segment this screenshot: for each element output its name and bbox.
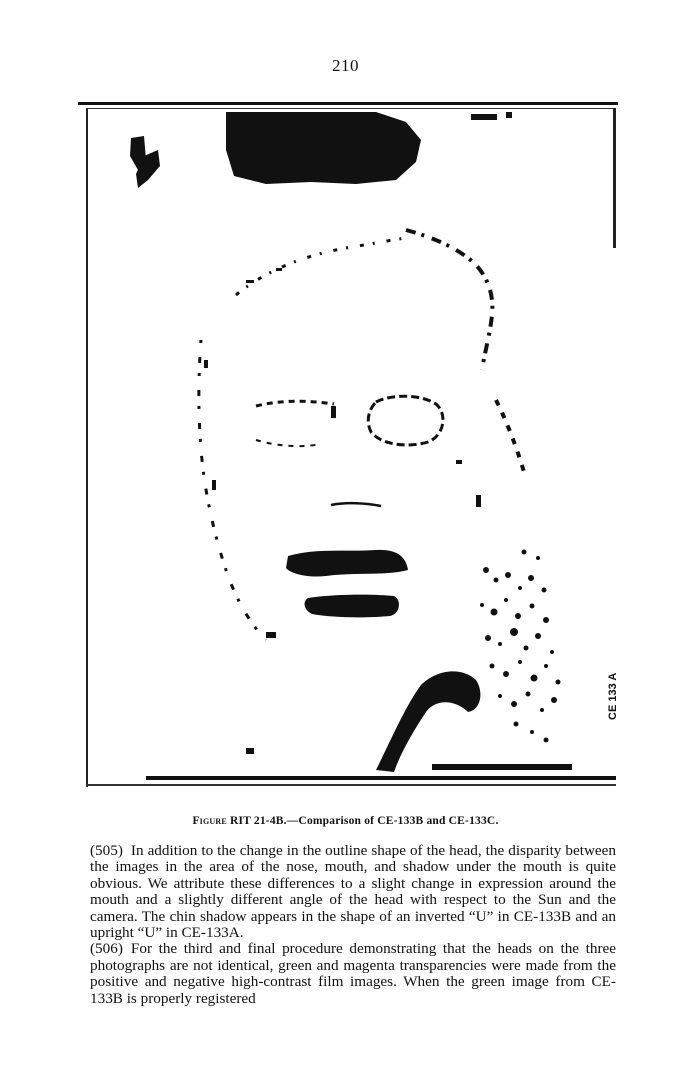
head-outline-right [406, 230, 492, 370]
chin-shadow-base [432, 764, 572, 770]
stubble-speckles [480, 550, 561, 743]
paragraph-505 [90, 843, 616, 941]
paragraph-text: In addition to the change in the outline shape of the head, the disparity between the images in the area of the nose, mouth, and shadow under the mouth is quite obvious. We attribute these differences to a slight change in expression around the mouth and a slightly different angle of the head with respect to the Sun and the camera. The chin shadow appears in the shape of an inverted “U” in CE-133B and an upright “U” in CE-133A. [90, 842, 616, 942]
paragraph-number: (506) [90, 940, 123, 958]
hair-fleck-top [471, 114, 497, 120]
hair-shadow [226, 112, 421, 184]
upper-lip [286, 550, 408, 577]
frame-bottom-line [146, 776, 616, 780]
left-eye-lower [256, 440, 321, 446]
page-number: 210 [332, 56, 359, 75]
chin-shadow [376, 671, 480, 772]
caption-label: Figure RIT 21-4B. [192, 815, 287, 827]
frame-left-line [86, 109, 88, 787]
hair-fleck-top-3 [376, 118, 390, 122]
frame-top-line-thin [86, 108, 616, 109]
paragraph-number: (505) [90, 842, 123, 859]
caption-text: —Comparison of CE-133B and CE-133C. [286, 815, 499, 827]
frame-right-line [613, 108, 616, 248]
figure-caption [0, 815, 691, 827]
right-eye-glasses [368, 396, 443, 445]
frame-top-line [78, 102, 618, 105]
left-eye-mark [331, 406, 336, 418]
paragraph-text: For the third and final procedure demonstrating that the heads on the three photographs are not identical, green and magenta transparencies were made from the positive and negative high-contrast film images. When the green image from CE-133B is properly registered [90, 940, 616, 1007]
head-outline-right-lower [496, 400, 524, 472]
lower-lip [305, 595, 399, 618]
body-text [90, 843, 616, 1007]
side-label: CE 133 A [607, 672, 619, 720]
frame-bottom-line-2 [86, 784, 616, 786]
hair-fleck-top-2 [506, 112, 512, 118]
paragraph-506 [90, 941, 616, 1007]
left-eye-brow [256, 401, 334, 406]
comparison-photograph [76, 100, 622, 792]
head-outline-top [236, 238, 406, 295]
nose-line [331, 503, 381, 506]
head-outline-left [199, 340, 266, 640]
